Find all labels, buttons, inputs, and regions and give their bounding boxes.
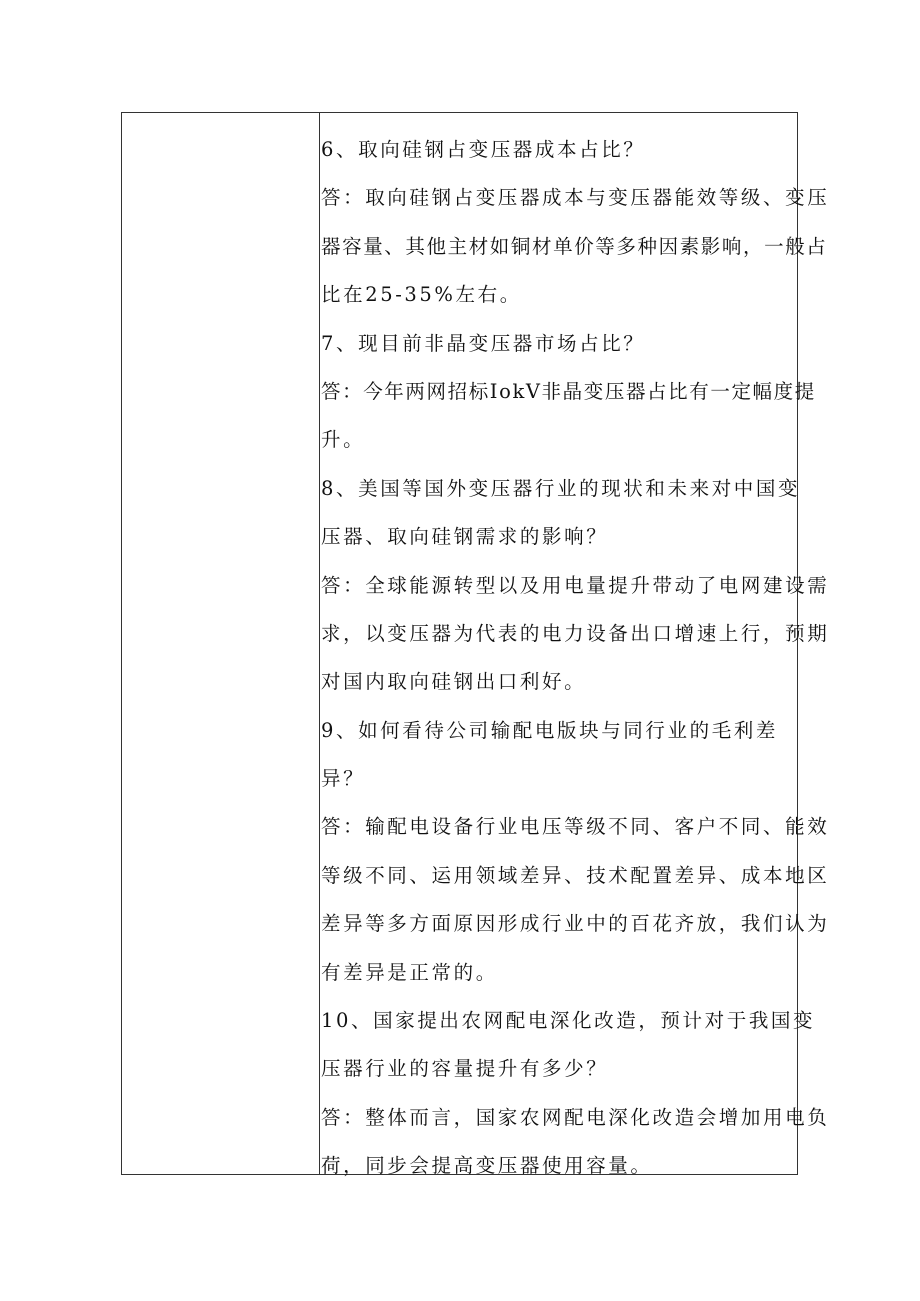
question-10-line-1: 10、国家提出农网配电深化改造，预计对于我国变 — [321, 1009, 816, 1033]
question-8-line-2: 压器、取向硅钢需求的影响？ — [321, 525, 609, 549]
answer-6-line-1: 答：取向硅钢占变压器成本与变压器能效等级、变压 — [321, 186, 830, 210]
answer-7-line-2: 升。 — [321, 428, 366, 452]
answer-9-line-3: 差异等多方面原因形成行业中的百花齐放，我们认为 — [321, 912, 830, 936]
table-content-cell — [320, 113, 830, 1178]
question-6: 6、取向硅钢占变压器成本占比？ — [321, 138, 646, 161]
answer-8-line-2: 求，以变压器为代表的电力设备出口增速上行，预期 — [321, 621, 830, 645]
question-9-line-2: 异？ — [321, 767, 366, 791]
table-left-cell — [122, 113, 320, 1174]
question-9-line-1: 9、如何看待公司输配电版块与同行业的毛利差 — [321, 718, 779, 742]
question-7: 7、现目前非晶变压器市场占比？ — [321, 331, 646, 355]
answer-9-line-4: 有差异是正常的。 — [321, 960, 498, 984]
answer-10-line-2: 荷，同步会提高变压器使用容量。 — [321, 1154, 653, 1178]
answer-6-line-3: 比在25-35%左右。 — [321, 283, 522, 307]
answer-9-line-2: 等级不同、运用领域差异、技术配置差异、成本地区 — [321, 863, 830, 887]
qa-table — [121, 112, 830, 1178]
answer-8-line-3: 对国内取向硅钢出口利好。 — [321, 670, 587, 694]
answer-9-line-1: 答：输配电设备行业电压等级不同、客户不同、能效 — [321, 815, 830, 839]
answer-7-line-1: 答：今年两网招标IokV非晶变压器占比有一定幅度提 — [321, 379, 816, 403]
answer-10-line-1: 答：整体而言，国家农网配电深化改造会增加用电负 — [321, 1105, 830, 1129]
answer-6-line-2: 器容量、其他主材如铜材单价等多种因素影响，一般占 — [321, 234, 828, 258]
answer-8-line-1: 答：全球能源转型以及用电量提升带动了电网建设需 — [321, 573, 830, 597]
question-10-line-2: 压器行业的容量提升有多少？ — [321, 1057, 609, 1081]
question-8-line-1: 8、美国等国外变压器行业的现状和未来对中国变 — [321, 476, 801, 500]
